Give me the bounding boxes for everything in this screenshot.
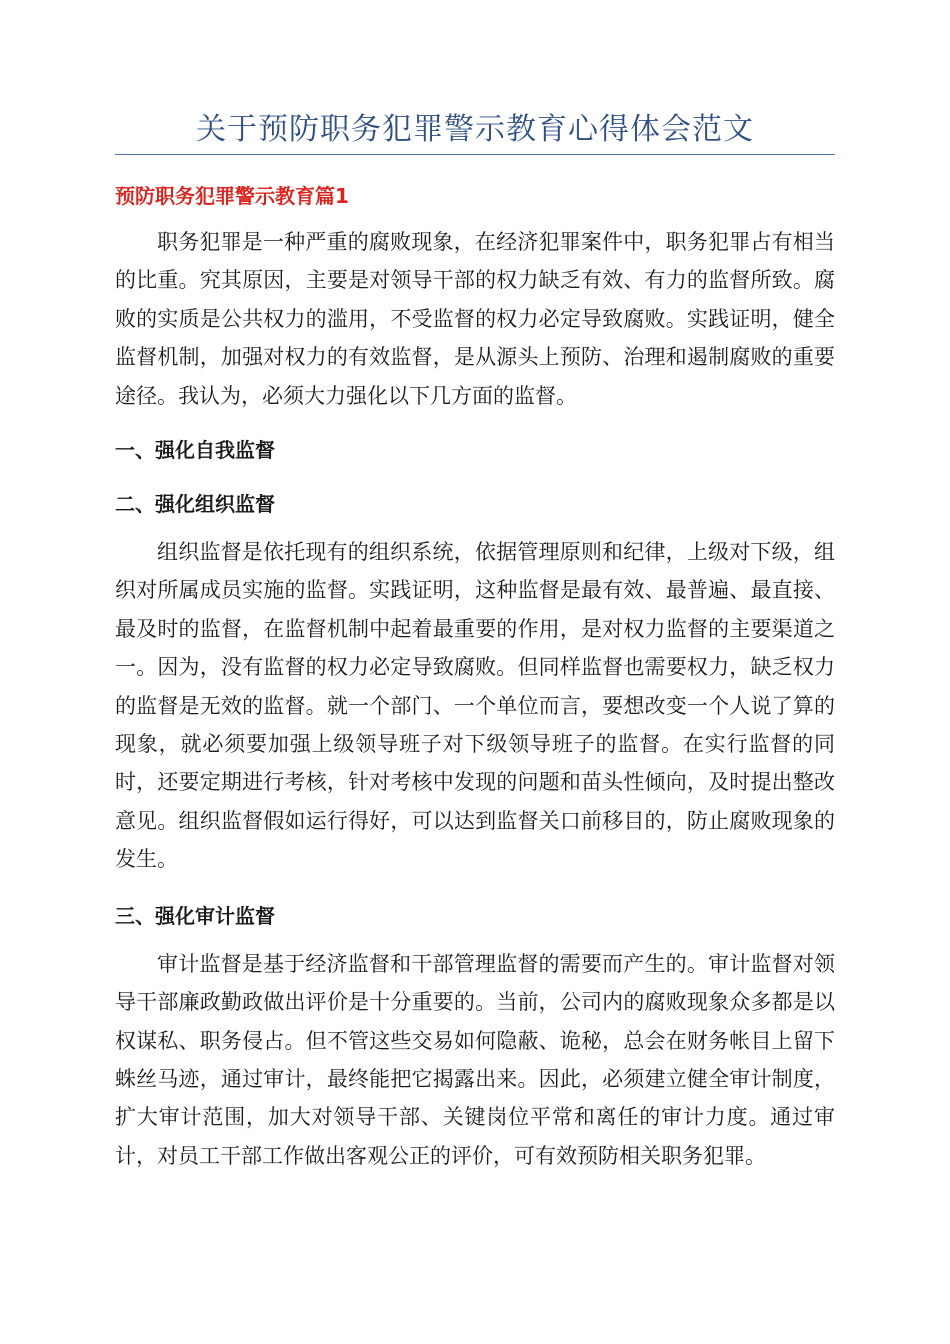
title-underline (115, 154, 835, 155)
organization-supervision-paragraph: 组织监督是依托现有的组织系统，依据管理原则和纪律，上级对下级，组织对所属成员实施的监督。实践证明，这种监督是最有效、最普遍、最直接、最及时的监督，在监督机制中起着最重要的作用，是对权力监督的主要渠道之一。因为，没有监督的权力必定导致腐败。但同样监督也需要权力，缺乏权力的监督是无效的监督。就一个部门、一个单位而言，要想改变一个人说了算的现象，就必须要加强上级领导班子对下级领导班子的监督。在实行监督的同时，还要定期进行考核，针对考核中发现的问题和苗头性倾向，及时提出整改意见。组织监督假如运行得好，可以达到监督关口前移目的，防止腐败现象的发生。 (115, 540, 835, 872)
heading-organization-supervision: 二、强化组织监督 (115, 492, 275, 517)
heading-self-supervision: 一、强化自我监督 (115, 438, 275, 463)
heading-audit-supervision: 三、强化审计监督 (115, 903, 275, 928)
document-page (115, 108, 835, 1175)
section-heading: 预防职务犯罪警示教育篇1 (115, 184, 349, 208)
audit-supervision-paragraph: 审计监督是基于经济监督和干部管理监督的需要而产生的。审计监督对领导干部廉政勤政做出评价是十分重要的。当前，公司内的腐败现象众多都是以权谋私、职务侵占。但不管这些交易如何隐蔽、诡秘，总会在财务帐目上留下蛛丝马迹，通过审计，最终能把它揭露出来。因此，必须建立健全审计制度，扩大审计范围，加大对领导干部、关键岗位平常和离任的审计力度。通过审计，对员工干部工作做出客观公正的评价，可有效预防相关职务犯罪。 (115, 951, 835, 1168)
document-title: 关于预防职务犯罪警示教育心得体会范文 (196, 112, 754, 147)
intro-paragraph: 职务犯罪是一种严重的腐败现象，在经济犯罪案件中，职务犯罪占有相当的比重。究其原因，主要是对领导干部的权力缺乏有效、有力的监督所致。腐败的实质是公共权力的滥用，不受监督的权力必定导致腐败。实践证明，健全监督机制，加强对权力的有效监督，是从源头上预防、治理和遏制腐败的重要途径。我认为，必须大力强化以下几方面的监督。 (115, 230, 835, 408)
